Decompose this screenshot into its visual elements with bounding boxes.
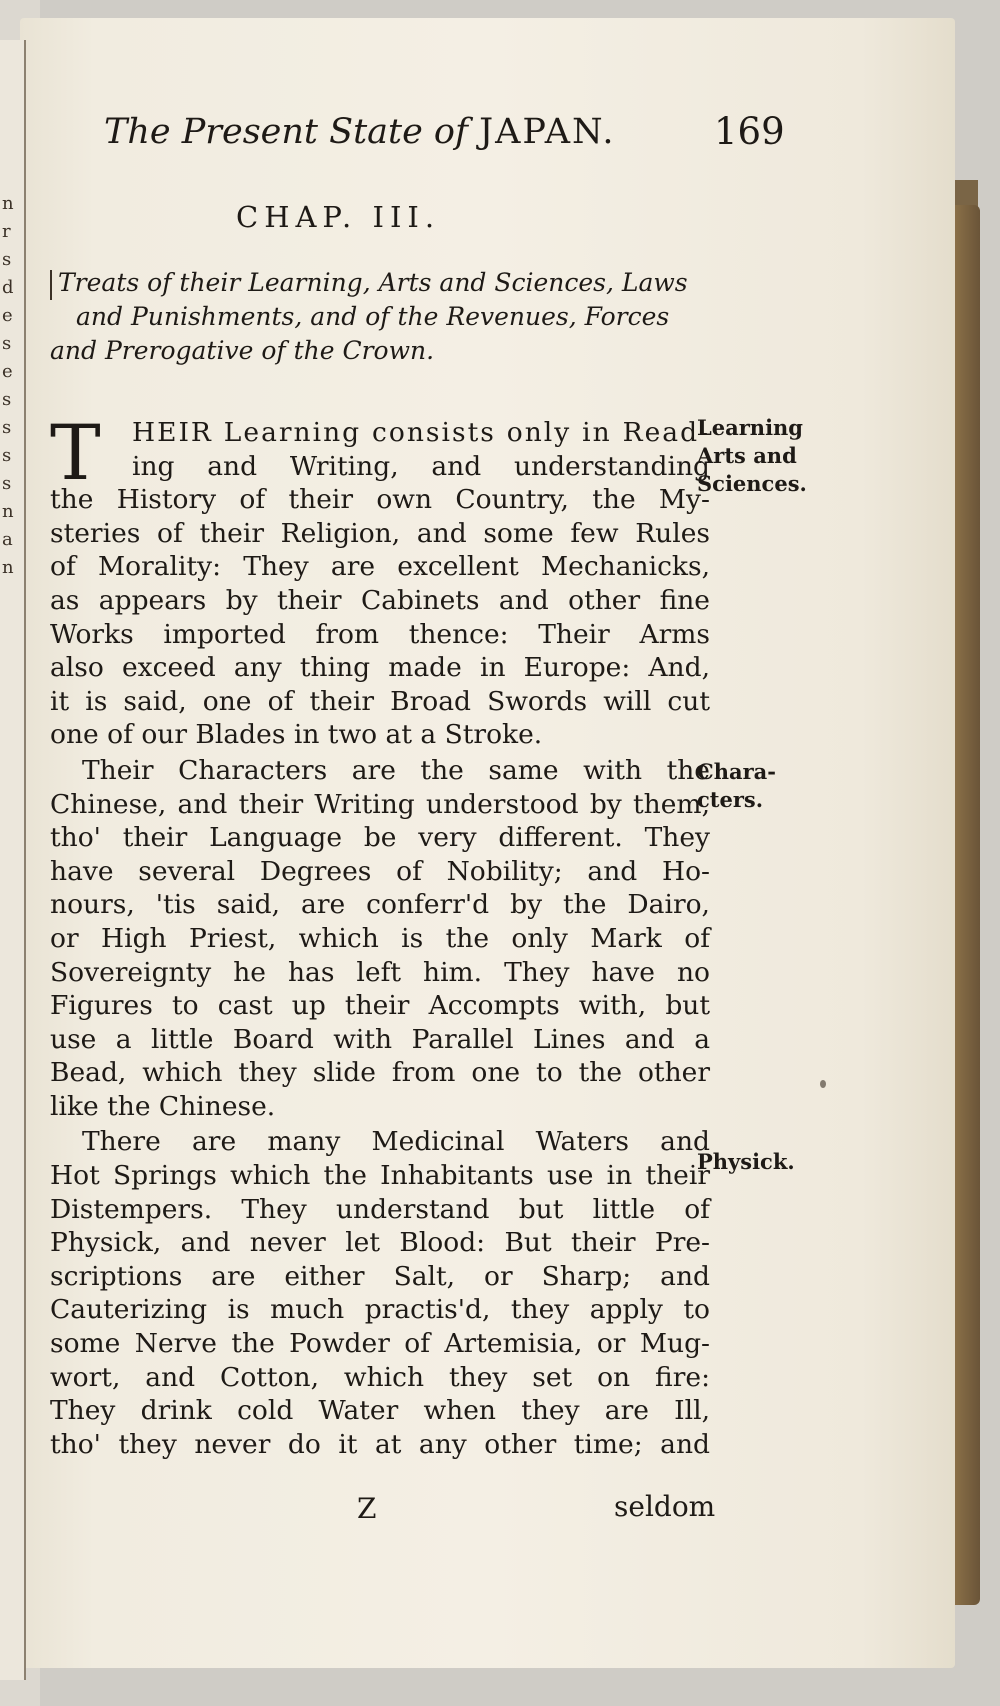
chapter-summary bbox=[50, 266, 710, 368]
running-title bbox=[104, 112, 616, 152]
margin-note-learning: Learning Arts and Sciences. bbox=[697, 415, 807, 496]
left-page-fragment: s bbox=[2, 389, 12, 410]
left-page-fragment: n bbox=[2, 501, 14, 522]
page-number: 169 bbox=[714, 110, 785, 153]
running-title-caps: JAPAN. bbox=[479, 112, 616, 152]
left-page-edge bbox=[0, 40, 26, 1680]
body-line: ing and Writing, and understanding bbox=[132, 450, 710, 482]
ink-spot bbox=[820, 1080, 826, 1088]
body-line: wort, and Cotton, which they set on fire: bbox=[50, 1361, 710, 1393]
summary-line: and Prerogative of the Crown. bbox=[50, 336, 435, 365]
body-line: as appears by their Cabinets and other fine bbox=[50, 584, 710, 616]
body-line: HEIR Learning consists only in Read- bbox=[132, 417, 710, 448]
body-line: Distempers. They understand but little of bbox=[50, 1193, 710, 1225]
chapter-heading: CHAP. III. bbox=[236, 200, 441, 234]
body-line: Hot Springs which the Inhabitants use in their bbox=[50, 1160, 710, 1192]
catchword: seldom bbox=[614, 1490, 716, 1523]
body-line: Bead, which they slide from one to the other bbox=[50, 1057, 710, 1089]
left-page-fragment: n bbox=[2, 193, 14, 214]
margin-note-characters: Chara- cters. bbox=[697, 759, 776, 812]
margin-mark bbox=[50, 270, 52, 300]
signature-mark: Z bbox=[357, 1492, 377, 1525]
body-line: the History of their own Country, the My- bbox=[50, 484, 710, 516]
left-page-fragment: s bbox=[2, 417, 12, 438]
body-line: scriptions are either Salt, or Sharp; and bbox=[50, 1260, 710, 1292]
body-line: use a little Board with Parallel Lines and a bbox=[50, 1023, 710, 1055]
left-page-fragment: e bbox=[2, 305, 13, 326]
body-line: Cauterizing is much practis'd, they apply to bbox=[50, 1294, 710, 1326]
body-line: Their Characters are the same with the bbox=[82, 754, 710, 786]
body-line: or High Priest, which is the only Mark of bbox=[50, 922, 710, 954]
body-line: nours, 'tis said, are conferr'd by the Dairo, bbox=[50, 889, 710, 921]
body-line: of Morality: They are excellent Mechanicks, bbox=[50, 551, 710, 583]
body-text bbox=[50, 408, 710, 1461]
left-page-fragment: s bbox=[2, 333, 12, 354]
left-page-fragment: s bbox=[2, 473, 12, 494]
body-line: steries of their Religion, and some few Rules bbox=[50, 517, 710, 549]
body-line: Physick, and never let Blood: But their Pre- bbox=[50, 1227, 710, 1259]
left-page-fragment: s bbox=[2, 249, 12, 270]
drop-cap: T bbox=[50, 408, 101, 497]
left-page-fragment: n bbox=[2, 557, 14, 578]
left-page-fragment: d bbox=[2, 277, 14, 298]
left-page-fragment: e bbox=[2, 361, 13, 382]
body-line: have several Degrees of Nobility; and Ho- bbox=[50, 855, 710, 887]
left-page-fragment: a bbox=[2, 529, 13, 550]
body-line: one of our Blades in two at a Stroke. bbox=[50, 719, 543, 751]
body-line: some Nerve the Powder of Artemisia, or Mug- bbox=[50, 1328, 710, 1360]
left-page-fragment: s bbox=[2, 445, 12, 466]
running-title-italic: The Present State of bbox=[104, 112, 480, 152]
body-line: it is said, one of their Broad Swords will cut bbox=[50, 685, 710, 717]
body-line: Sovereignty he has left him. They have no bbox=[50, 956, 710, 988]
body-line: tho' they never do it at any other time; and bbox=[50, 1428, 710, 1460]
left-page-fragments bbox=[2, 190, 20, 582]
body-line: There are many Medicinal Waters and bbox=[82, 1126, 710, 1158]
body-line: They drink cold Water when they are Ill, bbox=[50, 1395, 710, 1427]
body-line: Works imported from thence: Their Arms bbox=[50, 618, 710, 650]
body-line: tho' their Language be very different. They bbox=[50, 822, 710, 854]
margin-note-physick: Physick. bbox=[697, 1149, 795, 1174]
body-line: like the Chinese. bbox=[50, 1090, 276, 1122]
summary-line: Treats of their Learning, Arts and Sciences, Laws bbox=[50, 266, 710, 300]
left-page-fragment: r bbox=[2, 221, 11, 242]
body-line: also exceed any thing made in Europe: And, bbox=[50, 652, 710, 684]
body-line: Figures to cast up their Accompts with, but bbox=[50, 990, 710, 1022]
summary-line: and Punishments, and of the Revenues, Forces bbox=[76, 302, 670, 331]
body-line: Chinese, and their Writing understood by them, bbox=[50, 788, 710, 820]
